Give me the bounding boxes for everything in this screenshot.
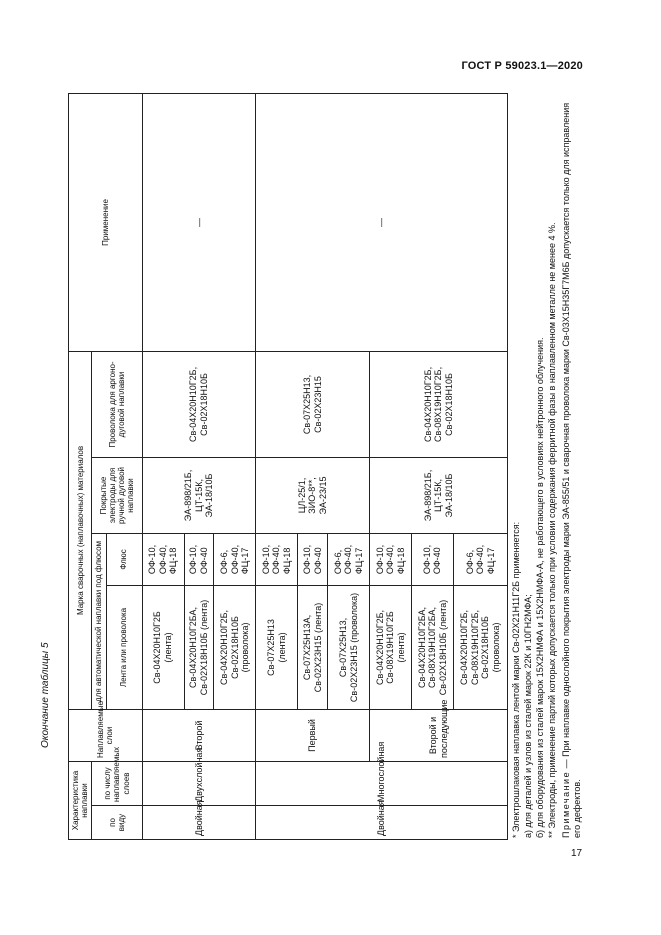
footnote: б) для оборудования из сталей марок 15Х2НМФА и 15Х2НМФА-А, не работающего в условиях нейтронного облучения. (534, 337, 545, 838)
materials-header: Марка сварочных (наплавочных) материалов (69, 351, 92, 709)
application-cell: — (142, 93, 256, 351)
tig-cell (370, 351, 508, 457)
application-cell: — (256, 93, 508, 351)
table-text: Св-04Х20Н10Г2Б, (422, 366, 433, 443)
table-text: (лента) (395, 632, 406, 663)
application-header: Применение (69, 93, 143, 351)
table-text: ОФ-10, (421, 544, 432, 575)
table-text: ОФ-10, (302, 544, 313, 575)
layer-cell: Второй (142, 709, 256, 761)
footnote: ** Электроды, применение партий которых допускается только при условии содержания ферритной фазы в наплавленном металле не менее 4 %. (546, 222, 557, 838)
remark (561, 92, 585, 838)
characteristic-header: Характеристика наплавки (69, 761, 92, 839)
table-text: ФЦ-18 (168, 547, 179, 575)
table-text (142, 533, 184, 585)
table-text (328, 533, 370, 585)
table-text: Св-02Х18Н10Б (лента) (437, 599, 448, 696)
table-text: ОФ-40, (475, 544, 486, 575)
table-text: Св-02Х18Н10Б (443, 373, 454, 436)
tig-cell (256, 351, 370, 457)
flux-cell (375, 545, 407, 574)
table-text: ФЦ-17 (485, 547, 496, 575)
table-notes (511, 94, 584, 840)
table-text: ЭА-18/10Б (204, 473, 215, 518)
table-text: ЦТ-15К, (193, 479, 204, 512)
table-text (256, 533, 298, 585)
table-text: ЗИО-8**, (307, 477, 318, 514)
table-text: Св-04Х20Н10Г2Б, (459, 609, 470, 686)
table-text: Св-02Х23Н15 (лента) (312, 602, 323, 693)
table-text: Св-04Х20Н10Г2БА, (416, 607, 427, 688)
flux-cell (333, 545, 365, 574)
table-continuation-label: Окончание таблицы 5 (40, 642, 51, 748)
by-layers-header: по числу наплавляемых слоев (92, 761, 142, 805)
table-text: Св-02Х23Н15 (312, 376, 323, 433)
table-text: ФЦ-18 (282, 547, 293, 575)
wire-cell (142, 585, 184, 709)
page-number: 17 (571, 848, 583, 859)
table-text (453, 533, 507, 585)
table-text: (проволока) (491, 622, 502, 673)
footnote: а) для деталей и узлов из сталей марок 22К и 10ГН2МФА; (522, 594, 533, 838)
table-text: Св-08Х19Н10Г2Б (385, 611, 396, 684)
flux-cell (147, 545, 179, 574)
layer-header: Наплавляемые слои (69, 709, 143, 761)
table-text: Св-08Х19Н10Г2Б, (469, 609, 480, 686)
table-text: ОФ-6, (464, 549, 475, 575)
table-text: (проволока) (240, 622, 251, 673)
flux-cell (188, 545, 209, 574)
table-text: Св-07Х25Н13А, (302, 614, 313, 681)
table-text: ОФ-10, (147, 544, 158, 575)
table-text (298, 533, 328, 585)
table-text (370, 533, 412, 585)
table-text: ЭА-898/21Б, (422, 469, 433, 522)
table-text: Св-04Х20Н10Г2Б, (374, 609, 385, 686)
electrodes-header: Покрытые электроды для ручной дуговой наплавки (92, 457, 142, 533)
table-text: ЦТ-15К, (433, 479, 444, 512)
tig-cell (142, 351, 256, 457)
table-text: ОФ-40 (312, 547, 323, 575)
materials-table (68, 93, 508, 840)
wire-header: Лента или проволока (106, 585, 142, 709)
table-text: ОФ-10, (374, 544, 385, 575)
wire-cell (411, 585, 453, 709)
wire-cell (256, 585, 298, 709)
table-text: Св-07Х25Н13, (337, 617, 348, 678)
table-text: Св-02Х18Н10Б (лента) (198, 599, 209, 696)
table-text: Св-07Х25Н13 (266, 619, 277, 676)
rotated-table-block (68, 94, 581, 840)
electrodes-cell (142, 457, 256, 533)
layer-cell: Первый (256, 709, 370, 761)
flux-header: Флюс (106, 533, 142, 585)
standard-header: ГОСТ Р 59023.1—2020 (461, 60, 583, 72)
flux-cell (302, 545, 323, 574)
table-text: ОФ-6, (218, 549, 229, 575)
table-text: ОФ-40, (343, 544, 354, 575)
table-text: ОФ-40 (432, 547, 443, 575)
table-text: Св-02Х23Н15 (проволока) (348, 592, 359, 703)
table-text: ОФ-10, (260, 544, 271, 575)
table-text: ЦЛ-25/1, (296, 477, 307, 514)
table-text: ЭА-898/21Б, (183, 469, 194, 522)
footnote: * Электрошлаковая наплавка лентой марки Св-02Х21Н11Г2Б применяется: (511, 521, 521, 838)
table-text: ФЦ-18 (395, 547, 406, 575)
table-text (214, 533, 256, 585)
table-text: Св-04Х20Н10Г2БА, (188, 607, 199, 688)
flux-cell (422, 545, 443, 574)
table-text: ОФ-40, (157, 544, 168, 575)
wire-cell (214, 585, 256, 709)
type-cell: Двойная (256, 806, 508, 840)
remark-text: — При наплавке однослойного покрытия электроды марки ЭА-855/51 и сварочная проволока марки Св-03Х15Н35Г7М6Б допускается только для исправления его дефектов. (560, 102, 583, 838)
wire-cell (298, 585, 328, 709)
type-cell: Двойная (142, 806, 256, 840)
table-text: Св-08Х19Н10Г2Б, (433, 366, 444, 443)
wire-line: Св-04Х20Н10Г2Б (152, 611, 163, 684)
electrodes-cell (370, 457, 508, 533)
flux-cell (465, 545, 497, 574)
flux-cell (219, 545, 251, 574)
wire-cell (370, 585, 412, 709)
table-text (184, 533, 214, 585)
table-text: Св-07Х25Н13, (302, 374, 313, 435)
table-text: ФЦ-17 (353, 547, 364, 575)
tig-header: Проволока для аргоно-дуговой наплавки (92, 351, 142, 457)
wire-cell (328, 585, 370, 709)
wire-cell (453, 585, 507, 709)
table-text: Св-02Х18Н10Б (198, 373, 209, 436)
table-text: Св-04Х20Н10Г2Б, (188, 366, 199, 443)
table-text: ФЦ-17 (240, 547, 251, 575)
layers-cell: Многослойная (256, 761, 508, 805)
table-text: Св-02Х18Н10Б (229, 616, 240, 679)
table-text (411, 533, 453, 585)
table-text: ЭА-23/15 (317, 476, 328, 515)
by-type-header: по виду (92, 806, 142, 840)
electrodes-cell (256, 457, 370, 533)
table-text: ОФ-40, (271, 544, 282, 575)
layers-cell: Двухслойная (142, 761, 256, 805)
table-text: ОФ-6, (332, 549, 343, 575)
table-text: ОФ-40 (198, 547, 209, 575)
saw-header: для автоматической наплавки под флюсом (92, 533, 106, 709)
layer-cell: Второй и последующие (370, 709, 508, 761)
table-text: Св-08Х19Н10Г2БА, (427, 607, 438, 688)
table-text: (лента) (276, 632, 287, 663)
table-text: Св-02Х18Н10Б (480, 616, 491, 679)
table-text: ОФ-40, (229, 544, 240, 575)
table-text: ЭА-18/10Б (443, 473, 454, 518)
wire-cell (184, 585, 214, 709)
remark-label: Примечание (560, 770, 571, 838)
table-text: Св-04Х20Н10Г2Б, (218, 609, 229, 686)
flux-cell (261, 545, 293, 574)
table-text: ОФ-40, (385, 544, 396, 575)
table-text: ОФ-10, (188, 544, 199, 575)
wire-line: (лента) (163, 632, 174, 663)
